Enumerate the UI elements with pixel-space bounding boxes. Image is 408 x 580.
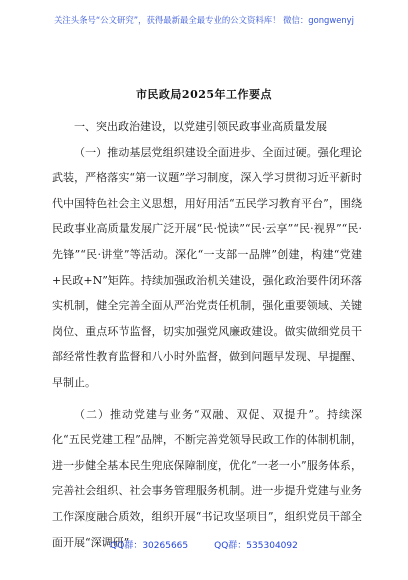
paragraph-1: （一）推动基层党组织建设全面进步、全面过硬。强化理论武装，严格落实“第一议题”学习制度，深入学习贯彻习近平新时代中国特色社会主义思想，用好用活“五民学习教育平台”，围绕民政事业高质量发展广泛开展“民·悦读”“民·云享”“民·视界”“民·先锋”“民·讲堂”等活动。深化“一支部一品牌”创建，构建“党建+民政+N”矩阵。持续加强政治机关建设，强化政治要件闭环落实机制，健全完善全面从严治党责任机制，强化重要领域、关键岗位、重点环节监督，切实加强党风廉政建设。做实做细党员干部经常性教育监督和八小时外监督，做到问题早发现、早提醒、早制止。 [52, 145, 362, 389]
document-body [52, 114, 362, 555]
top-banner: 关注头条号“公文研究”，获得最新最全最专业的公文资料库！ 微信：gongwenyj [54, 15, 354, 25]
footer-qq-group-2: QQ群：535304092 [214, 541, 298, 551]
footer-qq-group-1: QQ群：30265665 [110, 541, 189, 551]
paragraph-2: （二）推动党建与业务“双融、双促、双提升”。持续深化“五民党建工程”品牌，不断完善党领导民政工作的体制机制，进一步健全基本民生兜底保障制度，优化“一老一小”服务体系，完善社会组织、社会事务管理服务机制。进一步提升党建与业务工作深度融合质效，组织开展“书记攻坚项目”，组织党员干部全面开展“深调研” [52, 407, 362, 549]
footer [0, 538, 408, 551]
page-title: 市民政局2025年工作要点 [135, 88, 273, 101]
section-heading: 一、突出政治建设，以党建引领民政事业高质量发展 [74, 120, 327, 133]
